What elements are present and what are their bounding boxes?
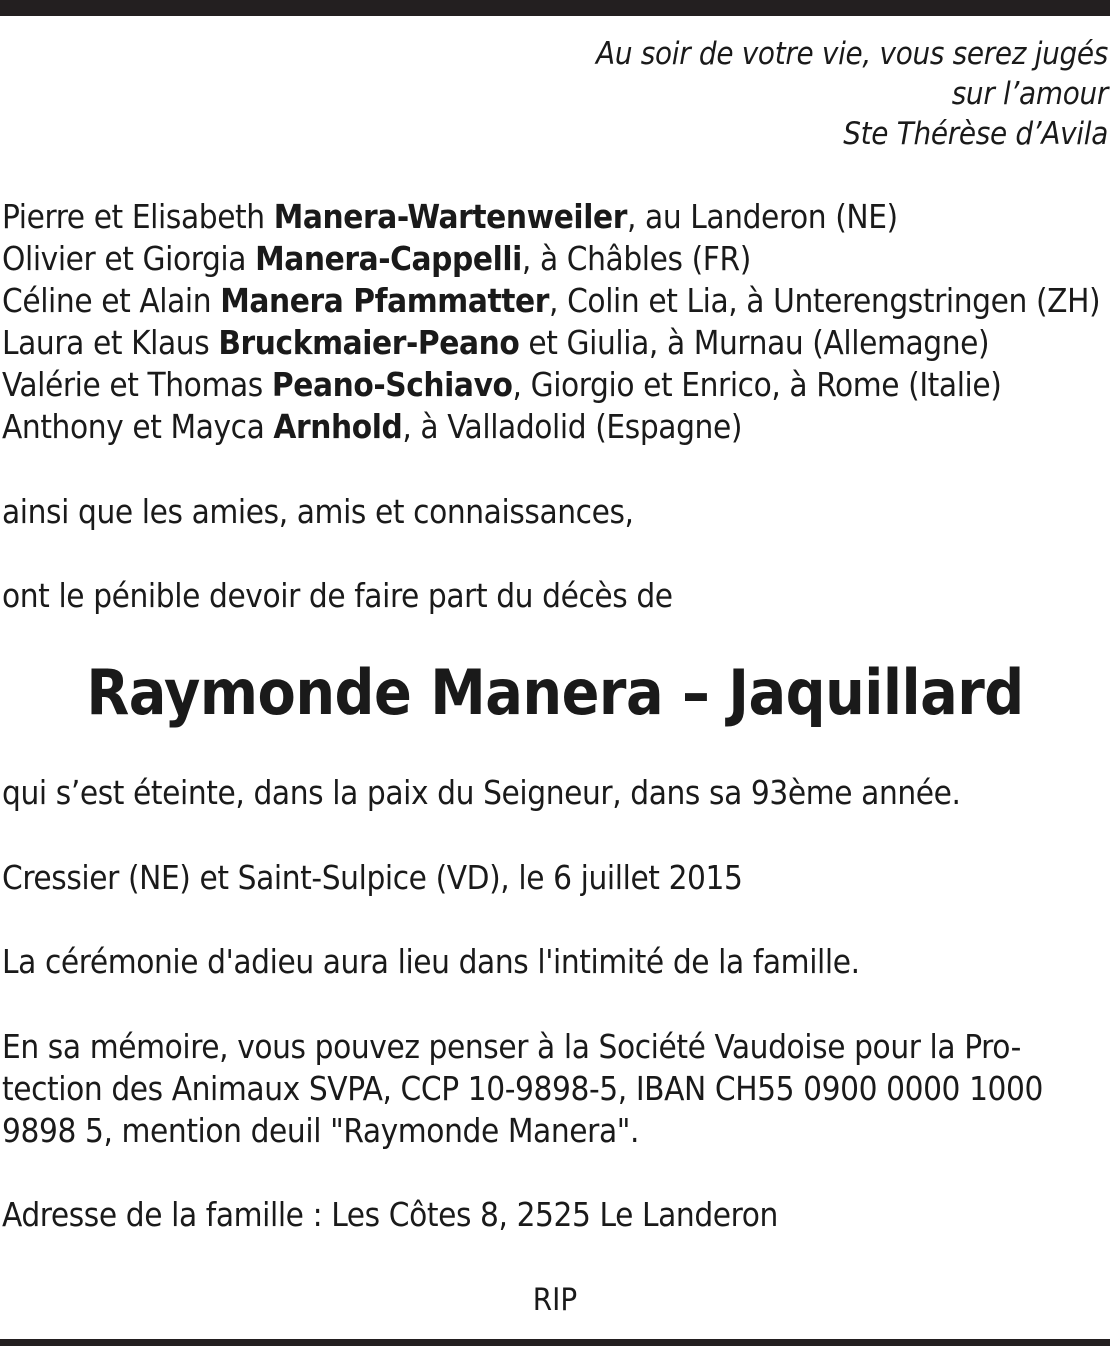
ceremony-notice: La cérémonie d'adieu aura lieu dans l'intimité de la famille. [2,942,860,981]
family-address: Adresse de la famille : Les Côtes 8, 2525 Le Landeron [2,1195,778,1234]
family-surname: Manera-Wartenweiler [273,197,627,236]
quote-line-2: sur l’amour [951,76,1108,112]
family-line: Anthony et Mayca Arnhold, à Valladolid (Espagne) [2,407,743,446]
family-line: Pierre et Elisabeth Manera-Wartenweiler, au Landeron (NE) [2,197,898,236]
announcement-line: ont le pénible devoir de faire part du décès de [2,576,673,615]
memorial-line-3: 9898 5, mention deuil "Raymonde Manera". [2,1111,640,1150]
family-surname: Arnhold [273,407,403,446]
family-surname: Peano-Schiavo [271,365,513,404]
quote-line-1: Au soir de votre vie, vous serez jugés [596,36,1108,72]
passing-line: qui s’est éteinte, dans la paix du Seigneur, dans sa 93ème année. [2,773,961,812]
memorial-line-1: En sa mémoire, vous pouvez penser à la Société Vaudoise pour la Pro- [2,1027,1021,1066]
bottom-border-bar [0,1339,1110,1346]
memorial-line-2: tection des Animaux SVPA, CCP 10-9898-5, IBAN CH55 0900 0000 1000 [2,1069,1044,1108]
friends-line: ainsi que les amies, amis et connaissances, [2,492,634,531]
family-surname: Manera Pfammatter [220,281,550,320]
top-border-bar [0,0,1110,16]
place-date: Cressier (NE) et Saint-Sulpice (VD), le 6 juillet 2015 [2,858,743,897]
family-list [2,196,1100,448]
deceased-name: Raymonde Manera – Jaquillard [86,656,1024,729]
quote-attribution: Ste Thérèse d’Avila [843,116,1108,152]
family-surname: Bruckmaier-Peano [218,323,520,362]
family-line: Laura et Klaus Bruckmaier-Peano et Giulia, à Murnau (Allemagne) [2,323,990,362]
epigraph-quote [596,34,1108,154]
family-line: Olivier et Giorgia Manera-Cappelli, à Châbles (FR) [2,239,751,278]
closing-rip: RIP [532,1282,578,1318]
family-line: Valérie et Thomas Peano-Schiavo, Giorgio et Enrico, à Rome (Italie) [2,365,1002,404]
family-surname: Manera-Cappelli [255,239,522,278]
memorial-donation [2,1026,1043,1152]
family-line: Céline et Alain Manera Pfammatter, Colin et Lia, à Unterengstringen (ZH) [2,281,1101,320]
